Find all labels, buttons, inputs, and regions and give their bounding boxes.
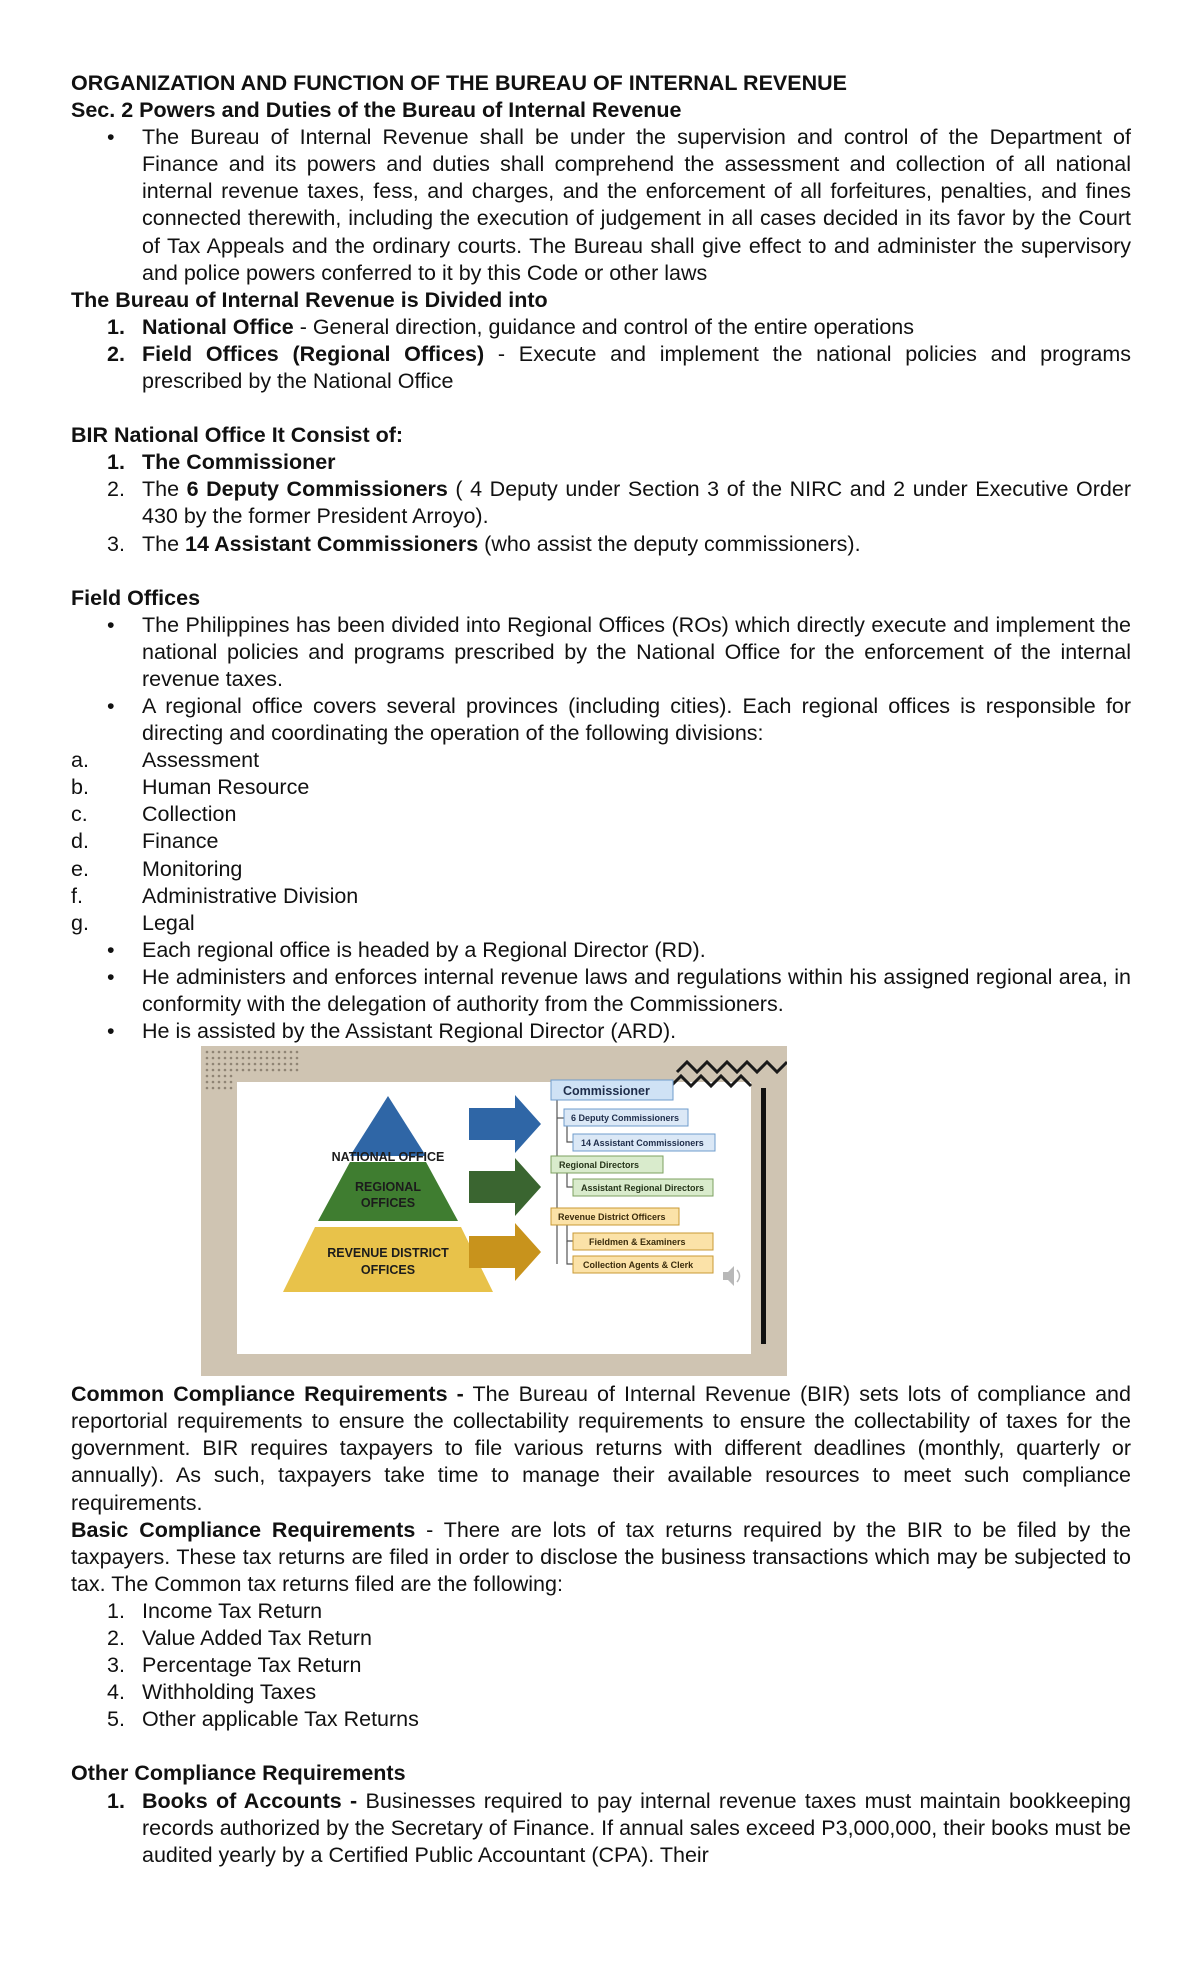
bullet-icon: • <box>107 964 115 989</box>
list-term: Field Offices (Regional Offices) <box>142 341 485 366</box>
list-number: 3. <box>107 531 125 556</box>
division-label: Collection <box>142 802 237 827</box>
paragraph-term: Common Compliance Requirements - <box>71 1382 464 1407</box>
other-compliance-heading: Other Compliance Requirements <box>71 1761 406 1786</box>
box-label: Assistant Regional Directors <box>581 1183 705 1194</box>
box-label: Fieldmen & Examiners <box>589 1237 686 1248</box>
division-label: Finance <box>142 829 219 854</box>
division-label: Human Resource <box>142 775 310 800</box>
box-label: 14 Assistant Commissioners <box>581 1138 704 1149</box>
box-label: Revenue District Officers <box>558 1212 666 1223</box>
divided-heading: The Bureau of Internal Revenue is Divided into <box>71 287 548 312</box>
bullet-icon: • <box>107 693 115 718</box>
division-label: Monitoring <box>142 856 243 881</box>
paragraph-term: Basic Compliance Requirements <box>71 1517 416 1542</box>
accent-bar <box>761 1088 766 1344</box>
list-number: 2. <box>107 477 125 502</box>
spacer <box>71 1733 1131 1760</box>
list-number: 2. <box>107 341 125 366</box>
list-item <box>71 1652 1131 1679</box>
pyramid-label: REGIONAL <box>355 1180 421 1195</box>
list-text: Businesses required to pay internal revenue taxes must maintain bookkeeping records authorized by the Secretary of Finance. If annual sales exceed P3,000,000, their books must be audited yearly by a Certified Public Accountant (CPA). Their <box>142 1788 1131 1867</box>
list-term: Books of Accounts - <box>142 1788 358 1813</box>
list-number: 1. <box>107 1788 125 1813</box>
bullet-text: He is assisted by the Assistant Regional Director (ARD). <box>142 1019 677 1044</box>
division-letter: f. <box>71 883 83 908</box>
division-letter: a. <box>71 748 89 773</box>
list-pre: The <box>142 531 186 556</box>
pyramid-label: OFFICES <box>360 1263 416 1278</box>
list-number: 4. <box>107 1680 125 1705</box>
list-number: 1. <box>107 1598 125 1623</box>
document-page <box>71 70 1131 1869</box>
list-item <box>71 476 1131 530</box>
list-term: 14 Assistant Commissioners <box>185 531 479 556</box>
list-text: - Execute and implement the national policies and programs prescribed by the National Office <box>142 341 1131 394</box>
sec2-text: The Bureau of Internal Revenue shall be under the supervision and control of the Department of Finance and its powers and duties shall comprehend the assessment and collection of all national internal revenue taxes, fess, and charges, and the enforcement of all forfeitures, penalties, and fines connected therewith, including the execution of judgement in all cases decided in its favor by the Court of Tax Appeals and the ordinary courts. The Bureau shall give effect to and administer the supervisory and police powers conferred to it by this Code or other laws <box>142 125 1131 285</box>
division-item <box>71 774 1131 801</box>
division-item <box>71 856 1131 883</box>
pyramid-label: OFFICES <box>360 1196 416 1211</box>
list-item <box>71 1625 1131 1652</box>
bullet-item <box>71 964 1131 1018</box>
spacer <box>71 558 1131 585</box>
division-label: Assessment <box>142 748 260 773</box>
list-number: 2. <box>107 1626 125 1651</box>
list-item <box>71 449 1131 476</box>
pyramid-label: NATIONAL OFFICE <box>331 1150 445 1165</box>
list-item <box>71 1706 1131 1733</box>
list-text: Value Added Tax Return <box>142 1626 372 1651</box>
sec2-heading: Sec. 2 Powers and Duties of the Bureau of Internal Revenue <box>71 98 682 123</box>
list-term: 6 Deputy Commissioners <box>186 477 448 502</box>
division-item <box>71 910 1131 937</box>
bullet-text: A regional office covers several provinces (including cities). Each regional offices is responsible for directing and coordinating the operation of the following divisions: <box>142 693 1131 746</box>
bullet-text: Each regional office is headed by a Regional Director (RD). <box>142 937 706 962</box>
bullet-icon: • <box>107 612 115 637</box>
list-number: 1. <box>107 450 125 475</box>
list-item <box>71 1598 1131 1625</box>
division-item <box>71 801 1131 828</box>
bullet-icon: • <box>107 937 115 962</box>
division-item <box>71 828 1131 855</box>
paragraph-text: The Bureau of Internal Revenue (BIR) sets lots of compliance and reportorial requirements to ensure the collectability requirements to ensure the collectability of taxes for the government. BIR requires taxpayers to file various returns with different deadlines (monthly, quarterly or annually). As such, taxpayers take time to manage their available resources to meet such compliance requirements. <box>71 1382 1131 1515</box>
list-item <box>71 314 1131 341</box>
division-item <box>71 883 1131 910</box>
list-text: ( 4 Deputy under Section 3 of the NIRC and 2 under Executive Order 430 by the former President Arroyo). <box>142 477 1131 529</box>
bullet-item <box>71 937 1131 964</box>
field-heading: Field Offices <box>71 585 201 610</box>
division-item <box>71 747 1131 774</box>
list-pre: The <box>142 477 187 502</box>
list-text: Income Tax Return <box>142 1598 323 1623</box>
list-number: 1. <box>107 314 125 339</box>
box-label: Commissioner <box>563 1084 650 1099</box>
division-label: Administrative Division <box>142 883 359 908</box>
common-compliance-paragraph <box>71 1381 1131 1516</box>
list-text: Percentage Tax Return <box>142 1653 362 1678</box>
national-heading: BIR National Office It Consist of: <box>71 423 404 448</box>
list-item <box>71 1788 1131 1869</box>
list-item <box>71 341 1131 395</box>
box-label: Collection Agents & Clerk <box>583 1260 694 1271</box>
list-number: 5. <box>107 1707 125 1732</box>
list-text: (who assist the deputy commissioners). <box>478 531 861 556</box>
list-text: Withholding Taxes <box>142 1680 317 1705</box>
bullet-text: The Philippines has been divided into Regional Offices (ROs) which directly execute and implement the national policies and programs prescribed by the National Office for the enforcement of the internal revenue taxes. <box>142 612 1131 691</box>
basic-compliance-paragraph <box>71 1517 1131 1598</box>
list-item <box>71 1679 1131 1706</box>
pyramid-label: REVENUE DISTRICT <box>327 1246 449 1261</box>
box-label: 6 Deputy Commissioners <box>571 1113 680 1124</box>
list-number: 3. <box>107 1653 125 1678</box>
division-letter: g. <box>71 910 89 935</box>
box-label: Regional Directors <box>559 1160 640 1171</box>
list-term: The Commissioner <box>142 450 336 475</box>
bullet-item <box>71 124 1131 287</box>
bullet-item <box>71 693 1131 747</box>
bullet-item <box>71 612 1131 693</box>
list-text: - General direction, guidance and control of the entire operations <box>293 314 915 339</box>
bullet-text: He administers and enforces internal revenue laws and regulations within his assigned regional area, in conformity with the delegation of authority from the Commissioners. <box>142 964 1131 1016</box>
spacer <box>71 395 1131 422</box>
bir-structure-diagram <box>201 1046 787 1376</box>
division-letter: e. <box>71 856 89 881</box>
division-letter: c. <box>71 802 88 827</box>
division-letter: b. <box>71 775 89 800</box>
list-term: National Office <box>142 314 294 339</box>
bir-structure-figure <box>71 1046 1131 1376</box>
paragraph-text: - There are lots of tax returns required by the BIR to be filed by the taxpayers. These tax returns are filed in order to disclose the business transactions which may be subjected to tax. The Common tax returns filed are the following: <box>71 1517 1131 1596</box>
document-title: ORGANIZATION AND FUNCTION OF THE BUREAU OF INTERNAL REVENUE <box>71 71 847 95</box>
division-label: Legal <box>142 910 195 935</box>
bullet-item <box>71 1018 1131 1045</box>
division-letter: d. <box>71 829 89 854</box>
list-item <box>71 531 1131 558</box>
list-text: Other applicable Tax Returns <box>142 1707 419 1732</box>
bullet-icon: • <box>107 1019 115 1044</box>
bullet-icon: • <box>107 125 115 150</box>
